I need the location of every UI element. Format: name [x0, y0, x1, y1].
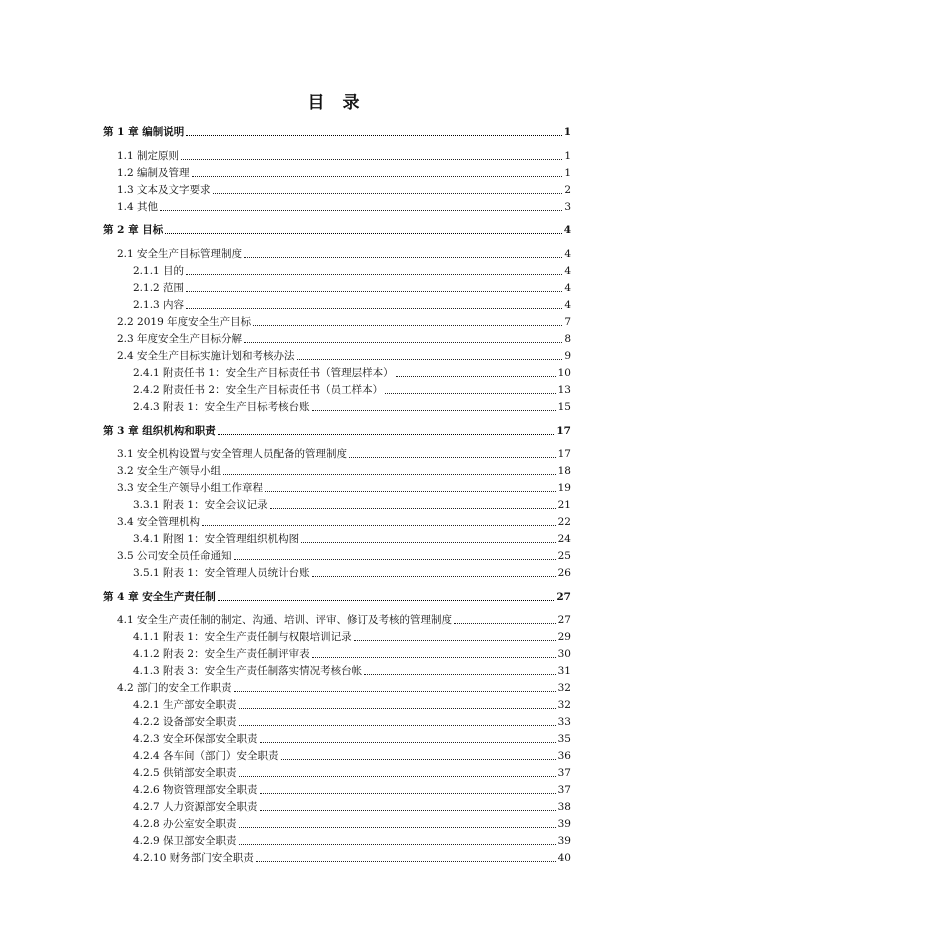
toc-entry[interactable]: [103, 764, 571, 780]
toc-page-number: 37: [557, 784, 571, 796]
dot-leader: [364, 674, 556, 675]
toc-entry[interactable]: [103, 398, 571, 414]
dot-leader: [349, 457, 556, 458]
toc-entry-label: 1.3 文本及文字要求: [117, 184, 211, 196]
toc-entry[interactable]: [103, 198, 571, 214]
toc-entry[interactable]: [103, 547, 571, 563]
toc-entry-label: 3.3 安全生产领导小组工作章程: [117, 482, 264, 494]
toc-entry[interactable]: [103, 564, 571, 580]
toc-entry-label: 3.2 安全生产领导小组: [117, 465, 222, 477]
dot-leader: [396, 376, 556, 377]
toc-entry-label: 1.1 制定原则: [117, 150, 180, 162]
toc-entry-label: 4.2.7 人力资源部安全职责: [133, 801, 258, 813]
toc-entry-label: 2.1.1 目的: [133, 265, 185, 277]
toc-entry[interactable]: [103, 513, 571, 529]
dot-leader: [312, 410, 556, 411]
toc-entry-label: 3.3.1 附表 1：安全会议记录: [133, 499, 268, 511]
dot-leader: [244, 342, 562, 343]
dot-leader: [192, 176, 563, 177]
toc-entry[interactable]: [103, 713, 571, 729]
toc-entry[interactable]: [103, 330, 571, 346]
toc-page-number: 1: [563, 126, 571, 138]
toc-chapter-entry[interactable]: [103, 123, 571, 139]
dot-leader: [218, 600, 555, 601]
toc-entry[interactable]: [103, 832, 571, 848]
toc-entry-label: 4.2.5 供销部安全职责: [133, 767, 237, 779]
toc-entry[interactable]: [103, 628, 571, 644]
toc-entry-label: 4.1.2 附表 2：安全生产责任制评审表: [133, 648, 310, 660]
dot-leader: [223, 474, 556, 475]
toc-page-number: 27: [556, 591, 571, 603]
toc-page-number: 29: [557, 631, 571, 643]
toc-entry-label: 4.1.3 附表 3：安全生产责任制落实情况考核台帐: [133, 665, 363, 677]
toc-entry-label: 4.2.2 设备部安全职责: [133, 716, 237, 728]
dot-leader: [239, 844, 556, 845]
toc-page-number: 4: [564, 299, 571, 311]
toc-page-number: 4: [564, 248, 571, 260]
toc-page-number: 17: [556, 425, 571, 437]
dot-leader: [301, 542, 556, 543]
toc-entry[interactable]: [103, 730, 571, 746]
toc-page-number: 1: [564, 167, 571, 179]
toc-page-number: 32: [557, 699, 571, 711]
toc-entry[interactable]: [103, 381, 571, 397]
toc-page-number: 19: [557, 482, 571, 494]
toc-entry[interactable]: [103, 147, 571, 163]
dot-leader: [260, 810, 556, 811]
dot-leader: [239, 708, 556, 709]
toc-entry-label: 2.4.3 附表 1：安全生产目标考核台账: [133, 401, 310, 413]
toc-entry[interactable]: [103, 296, 571, 312]
toc-page-number: 27: [557, 614, 571, 626]
toc-page-number: 38: [557, 801, 571, 813]
dot-leader: [239, 776, 556, 777]
toc-page-number: 24: [557, 533, 571, 545]
toc-page-number: 8: [564, 333, 571, 345]
dot-leader: [312, 657, 556, 658]
toc-page-number: 31: [557, 665, 571, 677]
toc-entry-label: 2.4.2 附责任书 2：安全生产目标责任书（员工样本）: [133, 384, 384, 396]
toc-entry[interactable]: [103, 798, 571, 814]
toc-entry[interactable]: [103, 245, 571, 261]
toc-page-number: 17: [557, 448, 571, 460]
toc-page-number: 35: [557, 733, 571, 745]
toc-entry[interactable]: [103, 445, 571, 461]
toc-page-number: 4: [564, 282, 571, 294]
dot-leader: [354, 640, 556, 641]
dot-leader: [239, 725, 556, 726]
toc-page-number: 22: [557, 516, 571, 528]
toc-entry-label: 3.4 安全管理机构: [117, 516, 201, 528]
toc-page-number: 4: [564, 265, 571, 277]
toc-page-number: 21: [557, 499, 571, 511]
toc-entry[interactable]: [103, 496, 571, 512]
toc-entry[interactable]: [103, 313, 571, 329]
toc-entry-label: 4.2.1 生产部安全职责: [133, 699, 237, 711]
toc-page-number: 2: [564, 184, 571, 196]
toc-entry[interactable]: [103, 462, 571, 478]
toc-page-number: 7: [564, 316, 571, 328]
toc-page-number: 26: [557, 567, 571, 579]
dot-leader: [297, 359, 563, 360]
dot-leader: [265, 491, 556, 492]
dot-leader: [202, 525, 556, 526]
dot-leader: [312, 576, 556, 577]
toc-page-number: 32: [557, 682, 571, 694]
toc-entry-label: 2.1 安全生产目标管理制度: [117, 248, 243, 260]
dot-leader: [181, 159, 562, 160]
dot-leader: [165, 233, 561, 234]
dot-leader: [239, 827, 556, 828]
dot-leader: [218, 434, 555, 435]
toc-entry[interactable]: [103, 645, 571, 661]
toc-chapter-entry[interactable]: [103, 588, 571, 604]
toc-chapter-entry[interactable]: [103, 221, 571, 237]
toc-entry[interactable]: [103, 662, 571, 678]
toc-page-number: 25: [557, 550, 571, 562]
toc-page-number: 37: [557, 767, 571, 779]
toc-entry[interactable]: [103, 479, 571, 495]
toc-page-number: 1: [564, 150, 571, 162]
dot-leader: [385, 393, 556, 394]
toc-page-number: 13: [557, 384, 571, 396]
dot-leader: [234, 559, 556, 560]
toc-entry-label: 第 4 章 安全生产责任制: [103, 591, 216, 603]
toc-entry[interactable]: [103, 781, 571, 797]
toc-page-number: 40: [557, 852, 571, 864]
toc-page-number: 10: [557, 367, 571, 379]
page-title: 目 录: [307, 93, 366, 113]
toc-entry-label: 2.1.3 内容: [133, 299, 185, 311]
toc-page-number: 30: [557, 648, 571, 660]
toc-entry-label: 3.1 安全机构设置与安全管理人员配备的管理制度: [117, 448, 348, 460]
dot-leader: [186, 274, 562, 275]
toc-entry-label: 4.2.3 安全环保部安全职责: [133, 733, 258, 745]
dot-leader: [186, 308, 562, 309]
toc-entry-label: 4.2.9 保卫部安全职责: [133, 835, 237, 847]
dot-leader: [260, 793, 556, 794]
dot-leader: [213, 193, 563, 194]
toc-entry-label: 3.5.1 附表 1：安全管理人员统计台账: [133, 567, 310, 579]
toc-page-number: 9: [564, 350, 571, 362]
toc-entry-label: 4.2.6 物资管理部安全职责: [133, 784, 258, 796]
toc-entry-label: 1.4 其他: [117, 201, 159, 213]
toc-entry[interactable]: [103, 181, 571, 197]
toc-entry[interactable]: [103, 815, 571, 831]
toc-chapter-entry[interactable]: [103, 422, 571, 438]
dot-leader: [234, 691, 556, 692]
toc-entry-label: 3.5 公司安全员任命通知: [117, 550, 232, 562]
toc-entry[interactable]: [103, 849, 571, 865]
toc-entry[interactable]: [103, 530, 571, 546]
toc-page-number: 3: [564, 201, 571, 213]
toc-entry[interactable]: [103, 611, 571, 627]
toc-page-number: 39: [557, 818, 571, 830]
toc-entry-label: 2.2 2019 年度安全生产目标: [117, 316, 252, 328]
toc-entry-label: 4.2.8 办公室安全职责: [133, 818, 237, 830]
toc-entry[interactable]: [103, 747, 571, 763]
dot-leader: [160, 210, 562, 211]
toc-entry-label: 4.1 安全生产责任制的制定、沟通、培训、评审、修订及考核的管理制度: [117, 614, 453, 626]
toc-entry[interactable]: [103, 696, 571, 712]
toc-entry[interactable]: [103, 164, 571, 180]
toc-entry-label: 3.4.1 附图 1：安全管理组织机构图: [133, 533, 300, 545]
toc-entry-label: 4.2.4 各车间（部门）安全职责: [133, 750, 279, 762]
dot-leader: [186, 291, 562, 292]
toc-page-number: 36: [557, 750, 571, 762]
toc-entry-label: 2.3 年度安全生产目标分解: [117, 333, 243, 345]
dot-leader: [186, 135, 561, 136]
toc-page-number: 18: [557, 465, 571, 477]
toc-page-number: 4: [563, 224, 571, 236]
toc-entry[interactable]: [103, 364, 571, 380]
toc-entry[interactable]: [103, 279, 571, 295]
toc-entry-label: 4.2.10 财务部门安全职责: [133, 852, 254, 864]
toc-page-number: 15: [557, 401, 571, 413]
toc-entry[interactable]: [103, 262, 571, 278]
dot-leader: [253, 325, 562, 326]
toc-entry-label: 第 1 章 编制说明: [103, 126, 185, 138]
toc-entry-label: 2.4.1 附责任书 1：安全生产目标责任书（管理层样本）: [133, 367, 394, 379]
toc-entry-label: 4.2 部门的安全工作职责: [117, 682, 232, 694]
toc-entry-label: 1.2 编制及管理: [117, 167, 190, 179]
dot-leader: [260, 742, 556, 743]
toc-entry-label: 2.1.2 范围: [133, 282, 185, 294]
dot-leader: [454, 623, 556, 624]
dot-leader: [256, 861, 556, 862]
toc-page-number: 33: [557, 716, 571, 728]
toc-entry-label: 2.4 安全生产目标实施计划和考核办法: [117, 350, 295, 362]
dot-leader: [270, 508, 556, 509]
toc-entry-label: 第 3 章 组织机构和职责: [103, 425, 216, 437]
toc-entry-label: 4.1.1 附表 1：安全生产责任制与权限培训记录: [133, 631, 352, 643]
toc-entry[interactable]: [103, 679, 571, 695]
dot-leader: [281, 759, 556, 760]
dot-leader: [244, 257, 562, 258]
toc-entry-label: 第 2 章 目标: [103, 224, 164, 236]
toc-entry[interactable]: [103, 347, 571, 363]
toc-page-number: 39: [557, 835, 571, 847]
